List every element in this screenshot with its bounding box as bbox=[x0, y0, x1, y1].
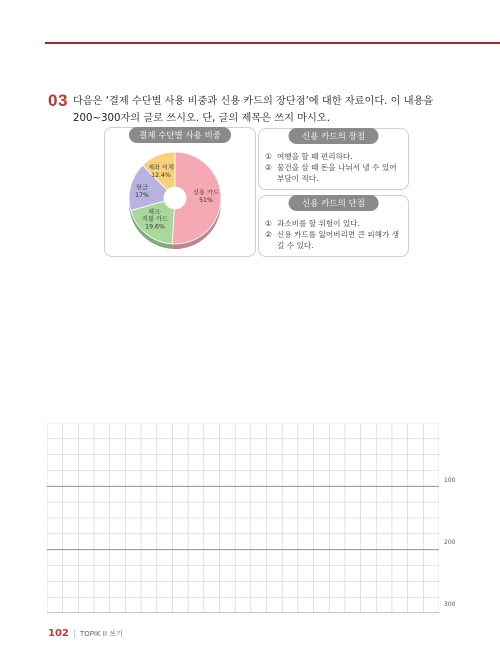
disadvantages-card bbox=[258, 195, 409, 257]
item-number: ① bbox=[265, 152, 272, 161]
disadvantages-list bbox=[265, 218, 402, 251]
page-footer bbox=[48, 628, 123, 639]
question-number: 03 bbox=[48, 91, 68, 110]
item-text: 신용 카드를 잃어버리면 큰 피해가 생길 수 있다. bbox=[277, 230, 400, 250]
question-text bbox=[73, 93, 453, 127]
page-number: 102 bbox=[48, 628, 69, 639]
disadvantages-title: 신용 카드의 단점 bbox=[288, 195, 379, 211]
advantages-title: 신용 카드의 장점 bbox=[288, 128, 379, 144]
pie-slice-label: 체크· 직불 카드 19.6% bbox=[142, 208, 168, 231]
book-title: TOPIK II 쓰기 bbox=[79, 630, 123, 638]
question-line-1: 다음은 ‘결제 수단별 사용 비중과 신용 카드의 장단점’에 대한 자료이다. 이 내용을 bbox=[73, 96, 434, 107]
grid-count-label: 100 bbox=[444, 477, 456, 484]
pie-chart-card bbox=[104, 127, 256, 257]
item-text: 여행을 할 때 편리하다. bbox=[277, 152, 353, 161]
item-number: ① bbox=[265, 219, 272, 228]
item-number: ② bbox=[265, 163, 272, 172]
writing-grid[interactable] bbox=[47, 423, 439, 613]
list-item bbox=[265, 218, 402, 229]
pie-slice-label: 신용 카드 51% bbox=[193, 189, 219, 204]
list-item bbox=[265, 229, 402, 251]
list-item bbox=[265, 162, 402, 184]
pie-chart bbox=[105, 128, 255, 256]
item-text: 과소비를 할 위험이 있다. bbox=[277, 219, 361, 228]
question-line-2: 200~300자의 글로 쓰시오. 단, 글의 제목은 쓰지 마시오. bbox=[73, 113, 330, 124]
top-rule bbox=[45, 42, 500, 44]
footer-separator: | bbox=[72, 629, 76, 639]
pie-slice-label: 현금 17% bbox=[135, 184, 149, 199]
grid-count-label: 200 bbox=[444, 539, 456, 546]
list-item bbox=[265, 151, 402, 162]
pie-slice-label: 계좌 이체 12.4% bbox=[148, 164, 174, 179]
manuscript-grid[interactable] bbox=[47, 423, 439, 613]
advantages-card bbox=[258, 128, 409, 190]
item-number: ② bbox=[265, 230, 272, 239]
advantages-list bbox=[265, 151, 402, 184]
grid-count-label: 300 bbox=[444, 601, 456, 608]
pie-slice bbox=[172, 152, 221, 244]
pie-card-title: 결제 수단별 사용 비중 bbox=[129, 127, 231, 143]
item-text: 물건을 살 때 돈을 나눠서 낼 수 있어 부담이 적다. bbox=[277, 163, 397, 183]
